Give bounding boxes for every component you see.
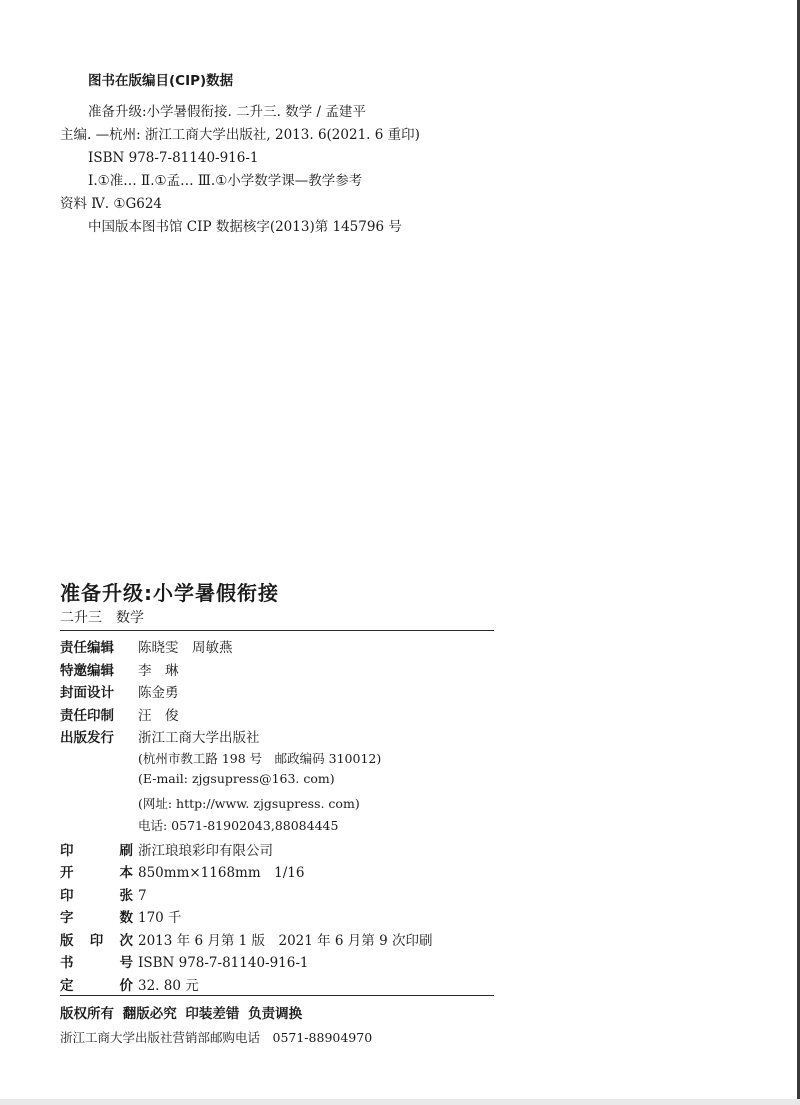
spec-label: 印 张 (60, 887, 133, 904)
spec-row-isbn (60, 951, 500, 974)
publisher-phone: 电话: 0571-81902043,88084445 (138, 818, 339, 833)
spec-row-printer (60, 839, 500, 862)
divider-bottom (60, 995, 494, 996)
spec-value: 7 (138, 887, 147, 904)
info-value: 浙江工商大学出版社 (138, 730, 260, 746)
info-row-editor (60, 636, 500, 659)
spec-label: 定 价 (60, 977, 133, 994)
spec-value: 2013 年 6 月第 1 版 2021 年 6 月第 9 次印刷 (138, 932, 433, 949)
spec-label: 开 本 (60, 865, 133, 881)
publisher-address-row (60, 749, 500, 772)
cip-entry-line2: 主编. —杭州: 浙江工商大学出版社, 2013. 6(2021. 6 重印) (60, 127, 420, 143)
footer-block (60, 1002, 500, 1046)
spec-value: 170 千 (138, 910, 182, 926)
spec-label: 印 刷 (60, 842, 133, 859)
spec-value: 浙江琅琅彩印有限公司 (138, 842, 273, 859)
info-value: 李 琳 (138, 662, 179, 679)
spec-row-price (60, 974, 500, 997)
cip-isbn: ISBN 978-7-81140-916-1 (88, 150, 259, 166)
spec-row-format (60, 861, 500, 884)
info-value: 汪 俊 (138, 707, 179, 724)
spec-label: 书 号 (60, 955, 133, 971)
publisher-email: (E-mail: zjgsupress@163. com) (138, 771, 335, 786)
spec-value: 850mm×1168mm 1/16 (138, 865, 305, 881)
spec-label: 版 印 次 (60, 932, 133, 949)
info-value: 陈金勇 (138, 685, 179, 701)
cip-entry-line1: 准备升级:小学暑假衔接. 二升三. 数学 / 孟建平 (88, 104, 366, 120)
cip-classification-line1: Ⅰ.①准… Ⅱ.①孟… Ⅲ.①小学数学课—教学参考 (88, 173, 363, 189)
info-row-publisher (60, 726, 500, 749)
info-label: 责任编辑 (60, 640, 114, 656)
info-row-cover-design (60, 681, 500, 704)
spec-row-word-count (60, 906, 500, 929)
info-value: 陈晓雯 周敏燕 (138, 640, 233, 656)
publisher-website-row (60, 794, 500, 817)
cip-classification-line2: 资料 Ⅳ. ①G624 (60, 196, 163, 212)
publisher-phone-row (60, 816, 500, 839)
imprint-block (60, 636, 500, 996)
spec-row-edition (60, 929, 500, 952)
sales-phone: 浙江工商大学出版社营销部邮购电话 0571-88904970 (60, 1030, 373, 1045)
cip-catalog-number: 中国版本图书馆 CIP 数据核字(2013)第 145796 号 (88, 219, 402, 235)
info-label: 责任印制 (60, 707, 114, 724)
info-label: 出版发行 (60, 730, 114, 746)
cip-heading: 图书在版编目(CIP)数据 (88, 73, 234, 89)
book-subtitle: 二升三 数学 (60, 610, 144, 626)
spec-label: 字 数 (60, 910, 133, 926)
spec-row-sheets (60, 884, 500, 907)
publisher-website: (网址: http://www. zjgsupress. com) (138, 795, 360, 811)
spec-value: ISBN 978-7-81140-916-1 (138, 955, 309, 971)
publisher-email-row (60, 771, 500, 794)
page-bottom-edge (0, 1099, 800, 1105)
info-row-guest-editor (60, 659, 500, 682)
info-label: 封面设计 (60, 685, 114, 701)
info-row-print-supervisor (60, 704, 500, 727)
book-title: 准备升级:小学暑假衔接 (60, 581, 279, 605)
info-label: 特邀编辑 (60, 662, 114, 679)
cip-data-block (60, 70, 500, 239)
spec-value: 32. 80 元 (138, 977, 199, 994)
divider-top (60, 630, 494, 631)
publisher-address: (杭州市教工路 198 号 邮政编码 310012) (138, 750, 382, 766)
copyright-notice: 版权所有 翻版必究 印装差错 负责调换 (60, 1006, 303, 1022)
